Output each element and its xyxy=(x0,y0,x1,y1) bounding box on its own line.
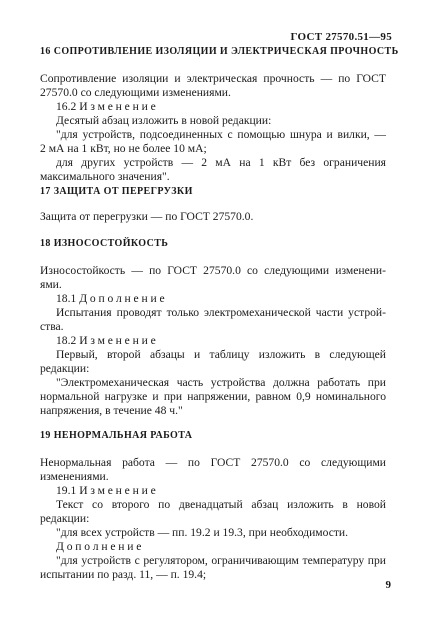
section-19-intro-line-2: изменениями. xyxy=(40,470,109,483)
section-17-heading: 17 ЗАЩИТА ОТ ПЕРЕГРУЗКИ xyxy=(40,186,193,197)
subsection-label: Изменение xyxy=(79,334,159,347)
section-17-text: Защита от перегрузки — по ГОСТ 27570.0. xyxy=(40,210,254,223)
subsection-number: 18.1 xyxy=(56,292,77,305)
section-16-paragraph: Десятый абзац изложить в новой редакции: xyxy=(56,114,272,127)
page-number: 9 xyxy=(385,579,391,591)
section-18-intro-line-1: Износостойкость — по ГОСТ 27570.0 со следующими изменени- xyxy=(40,264,386,277)
section-16-quote-line-2: 2 мА на 1 кВт, но не более 10 мА; xyxy=(40,142,207,155)
section-16-heading: 16 СОПРОТИВЛЕНИЕ ИЗОЛЯЦИИ И ЭЛЕКТРИЧЕСКАЯ ПРОЧНОСТЬ xyxy=(40,46,399,57)
section-16-quote-line-4: максимального значения". xyxy=(40,170,170,183)
section-18-2-line-1: Первый, второй абзацы и таблицу изложить в следующей xyxy=(56,348,386,361)
section-18-intro-line-2: ями. xyxy=(40,278,62,291)
subsection-label: Изменение xyxy=(79,100,159,113)
section-18-1-line-2: ства. xyxy=(40,320,64,333)
subsection-number: 19.1 xyxy=(56,484,77,497)
subsection-18-1-title xyxy=(56,292,167,306)
subsection-number: 18.2 xyxy=(56,334,77,347)
section-16-intro-line-2: 27570.0 со следующими изменениями. xyxy=(40,86,231,99)
subsection-18-2-title xyxy=(56,334,159,348)
section-19-quote-line-2: "для устройств с регулятором, ограничивающим температуру при xyxy=(56,554,386,567)
section-19-quote-line-1: "для всех устройств — пп. 19.2 и 19.3, при необходимости. xyxy=(56,526,349,539)
subsection-label: Изменение xyxy=(79,484,159,497)
subsection-label: Дополнение xyxy=(79,292,168,305)
subsection-19-1-title xyxy=(56,484,159,498)
section-19-1-line-2: редакции: xyxy=(40,512,90,525)
section-19-1-line-1: Текст со второго по двенадцатый абзац изложить в новой xyxy=(56,498,386,511)
section-19-quote-line-3: испытании по разд. 11, — п. 19.4; xyxy=(40,568,207,581)
section-18-quote-line-1: "Электромеханическая часть устройства должна работать при xyxy=(56,376,386,389)
section-18-1-line-1: Испытания проводят только электромеханической части устрой- xyxy=(56,306,386,319)
section-19-heading: 19 НЕНОРМАЛЬНАЯ РАБОТА xyxy=(40,430,193,441)
section-18-quote-line-3: напряжения, в течение 48 ч." xyxy=(40,404,183,417)
section-18-heading: 18 ИЗНОСОСТОЙКОСТЬ xyxy=(40,238,169,249)
section-16-intro-line-1: Сопротивление изоляции и электрическая прочность — по ГОСТ xyxy=(40,72,386,85)
section-19-addition-label: Дополнение xyxy=(56,540,145,553)
section-19-intro-line-1: Ненормальная работа — по ГОСТ 27570.0 со следующими xyxy=(40,456,386,469)
section-16-quote-line-1: "для устройств, подсоединенных с помощью шнура и вилки, — xyxy=(56,128,386,141)
subsection-16-2-title xyxy=(56,100,159,114)
section-16-quote-line-3: для других устройств — 2 мА на 1 кВт без ограничения xyxy=(56,156,386,169)
section-18-2-line-2: редакции: xyxy=(40,362,90,375)
document-header: ГОСТ 27570.51—95 xyxy=(290,31,392,43)
section-18-quote-line-2: нормальной нагрузке и при напряжении, равном 0,9 номинального xyxy=(40,390,386,403)
subsection-number: 16.2 xyxy=(56,100,77,113)
